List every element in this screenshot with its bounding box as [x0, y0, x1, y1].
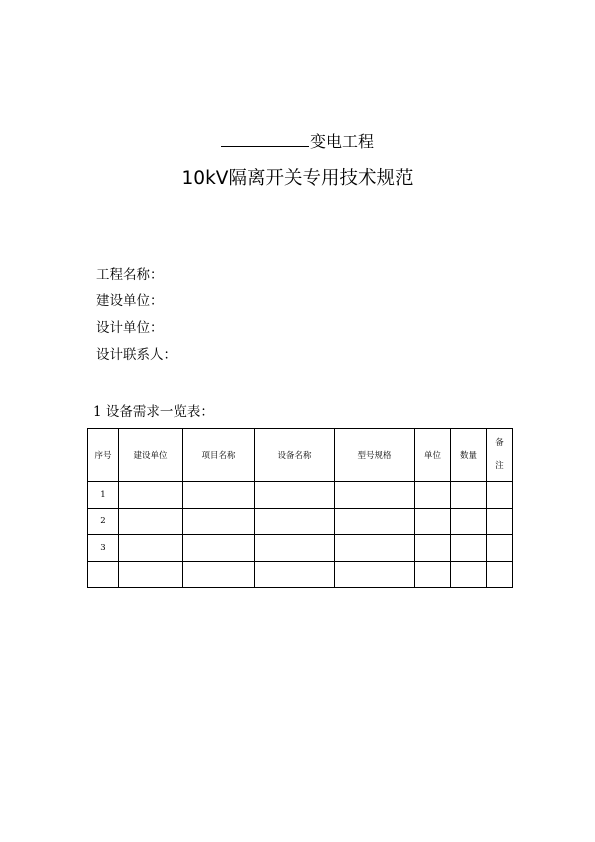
- cell-model-spec: [335, 561, 415, 588]
- cell-equipment-name: [255, 535, 335, 562]
- field-construction-unit: 建设单位：: [96, 293, 164, 309]
- cell-construction-unit: [119, 561, 183, 588]
- cell-index: 1: [88, 482, 119, 509]
- cell-construction-unit: [119, 508, 183, 535]
- cell-unit: [415, 535, 451, 562]
- cell-index: 2: [88, 508, 119, 535]
- cell-remarks: [487, 535, 513, 562]
- cell-remarks: [487, 508, 513, 535]
- project-name-blank-line: [221, 130, 309, 147]
- cell-model-spec: [335, 482, 415, 509]
- cell-remarks: [487, 482, 513, 509]
- cell-project-name: [183, 561, 255, 588]
- header-project-name: 项目名称: [183, 429, 255, 482]
- cell-project-name: [183, 535, 255, 562]
- header-remarks: [487, 429, 513, 482]
- cell-remarks: [487, 561, 513, 588]
- cell-model-spec: [335, 508, 415, 535]
- cell-construction-unit: [119, 482, 183, 509]
- header-unit: 单位: [415, 429, 451, 482]
- equipment-demand-table: [87, 428, 513, 588]
- cell-project-name: [183, 508, 255, 535]
- cell-equipment-name: [255, 561, 335, 588]
- header-remarks-bottom: 注: [495, 461, 504, 471]
- cell-unit: [415, 482, 451, 509]
- cell-quantity: [451, 508, 487, 535]
- cell-project-name: [183, 482, 255, 509]
- header-quantity: 数量: [451, 429, 487, 482]
- table-row: [88, 561, 513, 588]
- cell-quantity: [451, 482, 487, 509]
- header-equipment-name: 设备名称: [255, 429, 335, 482]
- table-header-row: [88, 429, 513, 482]
- field-design-unit: 设计单位：: [96, 320, 164, 336]
- table-row: [88, 482, 513, 509]
- cell-equipment-name: [255, 508, 335, 535]
- cell-unit: [415, 561, 451, 588]
- cell-index: [88, 561, 119, 588]
- cell-quantity: [451, 535, 487, 562]
- field-project-name: 工程名称：: [96, 267, 164, 283]
- cell-unit: [415, 508, 451, 535]
- document-title: 10kV隔离开关专用技术规范: [181, 168, 414, 189]
- table-row: [88, 508, 513, 535]
- table-row: [88, 535, 513, 562]
- cell-model-spec: [335, 535, 415, 562]
- field-design-contact: 设计联系人：: [96, 347, 177, 363]
- cell-index: 3: [88, 535, 119, 562]
- header-construction-unit: 建设单位: [119, 429, 183, 482]
- project-subtitle: [0, 130, 595, 152]
- header-remarks-top: 备: [495, 438, 504, 448]
- header-model-spec: 型号规格: [335, 429, 415, 482]
- section-title: 1 设备需求一览表：: [93, 404, 214, 420]
- header-index: 序号: [88, 429, 119, 482]
- cell-equipment-name: [255, 482, 335, 509]
- subtitle-suffix: 变电工程: [309, 132, 374, 151]
- cell-construction-unit: [119, 535, 183, 562]
- cell-quantity: [451, 561, 487, 588]
